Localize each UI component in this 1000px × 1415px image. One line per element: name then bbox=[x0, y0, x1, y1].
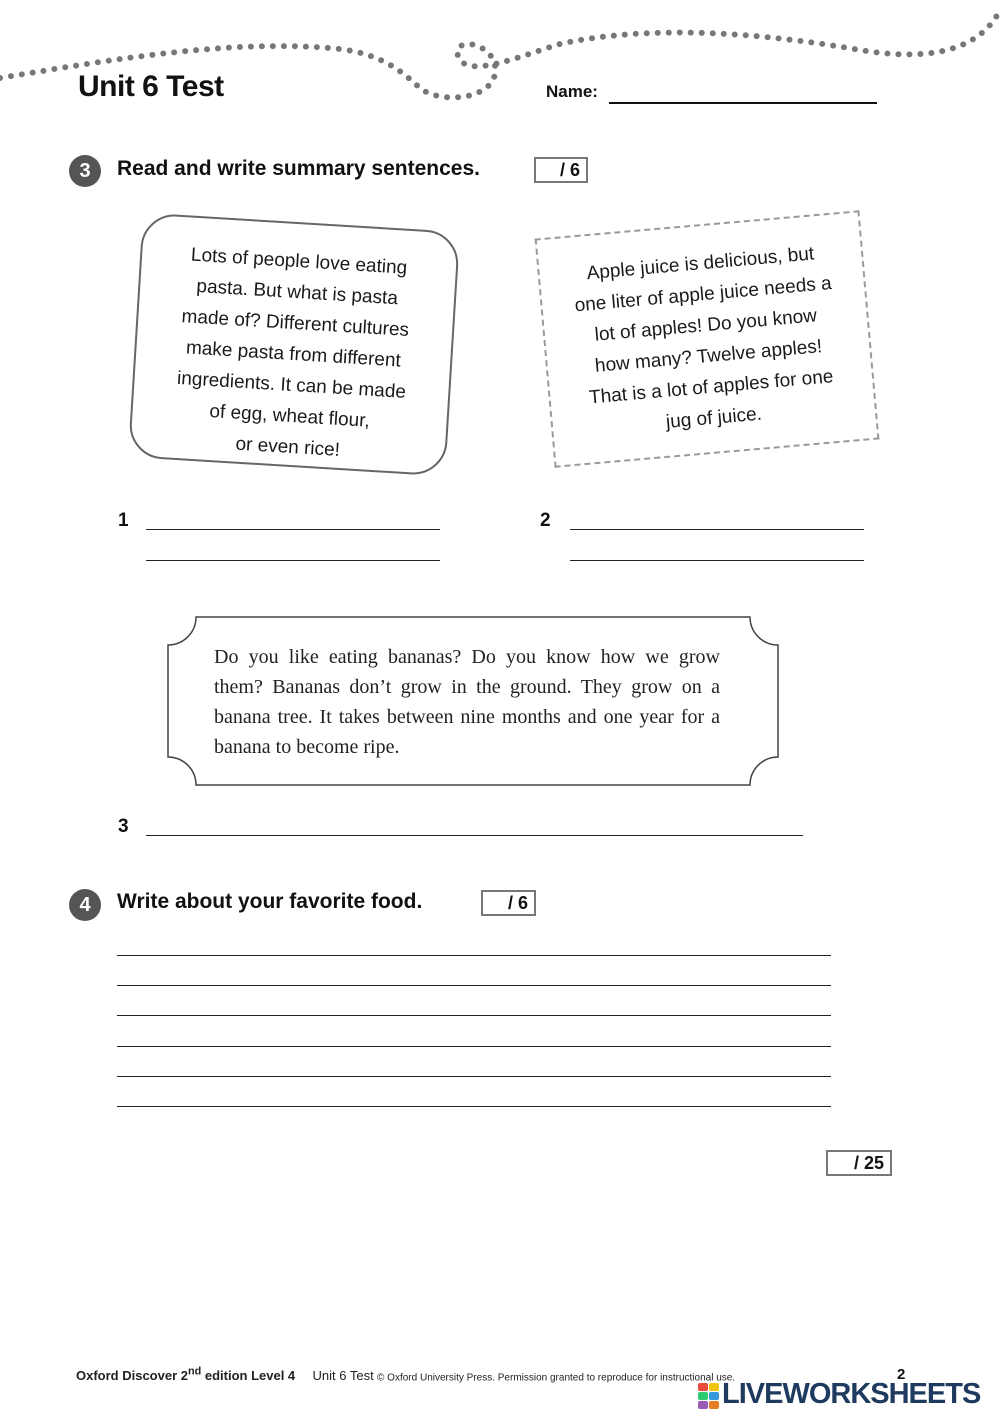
pasta-text-card bbox=[128, 213, 460, 477]
writing-line[interactable] bbox=[117, 1106, 831, 1107]
question-4-badge: 4 bbox=[69, 889, 101, 921]
banana-passage: Do you like eating bananas? Do you know how we grow them? Bananas don’t grow in the ground. They grow on a banana tree. It takes between nine months and one year for a banana to become ripe. bbox=[214, 646, 720, 758]
question-3-title: Read and write summary sentences. bbox=[117, 157, 480, 180]
apple-text-line: lot of apples! Do you know bbox=[593, 305, 818, 346]
footer-copyright: © Oxford University Press. Permission granted to reproduce for instructional use. bbox=[377, 1372, 736, 1384]
writing-line[interactable] bbox=[117, 1046, 831, 1047]
apple-text-line: Apple juice is delicious, but bbox=[585, 243, 815, 285]
name-label: Name: bbox=[546, 82, 598, 101]
footer-book-title: Oxford Discover 2nd edition Level 4 bbox=[76, 1366, 296, 1384]
pasta-text-line: made of? Different cultures bbox=[180, 306, 410, 341]
writing-line[interactable] bbox=[117, 955, 831, 956]
name-input-line[interactable] bbox=[609, 102, 877, 104]
total-score-box: / 25 bbox=[826, 1150, 892, 1176]
pasta-text-line: of egg, wheat flour, bbox=[208, 400, 371, 432]
pasta-text-line: ingredients. It can be made bbox=[176, 367, 407, 403]
answer-1-number: 1 bbox=[118, 510, 129, 531]
footer-unit: Unit 6 Test bbox=[312, 1368, 374, 1384]
pasta-text-line: pasta. But what is pasta bbox=[195, 275, 399, 310]
pasta-text-line: or even rice! bbox=[234, 433, 341, 461]
answer-1-line-2[interactable] bbox=[146, 560, 440, 561]
answer-3-number: 3 bbox=[118, 816, 129, 837]
pasta-text-line: Lots of people love eating bbox=[190, 244, 408, 279]
question-4-score-box: / 6 bbox=[481, 890, 536, 916]
liveworksheets-logo-icon bbox=[698, 1383, 720, 1409]
page-title: Unit 6 Test bbox=[78, 70, 224, 103]
answer-1-line-1[interactable] bbox=[146, 529, 440, 530]
answer-2-line-2[interactable] bbox=[570, 560, 864, 561]
apple-text-line: one liter of apple juice needs a bbox=[573, 272, 833, 317]
page-number: 2 bbox=[897, 1366, 906, 1383]
answer-2-number: 2 bbox=[540, 510, 551, 531]
writing-line[interactable] bbox=[117, 985, 831, 986]
question-3-badge: 3 bbox=[69, 155, 101, 187]
pasta-text-line: make pasta from different bbox=[185, 337, 402, 372]
footer bbox=[76, 1366, 735, 1383]
writing-line[interactable] bbox=[117, 1015, 831, 1016]
apple-text-line: how many? Twelve apples! bbox=[594, 336, 823, 377]
apple-text-line: That is a lot of apples for one bbox=[588, 366, 835, 409]
liveworksheets-watermark[interactable]: LIVEWORKSHEETS bbox=[722, 1378, 981, 1410]
writing-line[interactable] bbox=[117, 1076, 831, 1077]
question-4-title: Write about your favorite food. bbox=[117, 890, 423, 913]
question-3-score-box: / 6 bbox=[534, 157, 588, 183]
apple-text-line: jug of juice. bbox=[665, 403, 763, 433]
apple-juice-text-card bbox=[535, 210, 880, 468]
answer-3-line[interactable] bbox=[146, 835, 803, 836]
answer-2-line-1[interactable] bbox=[570, 529, 864, 530]
